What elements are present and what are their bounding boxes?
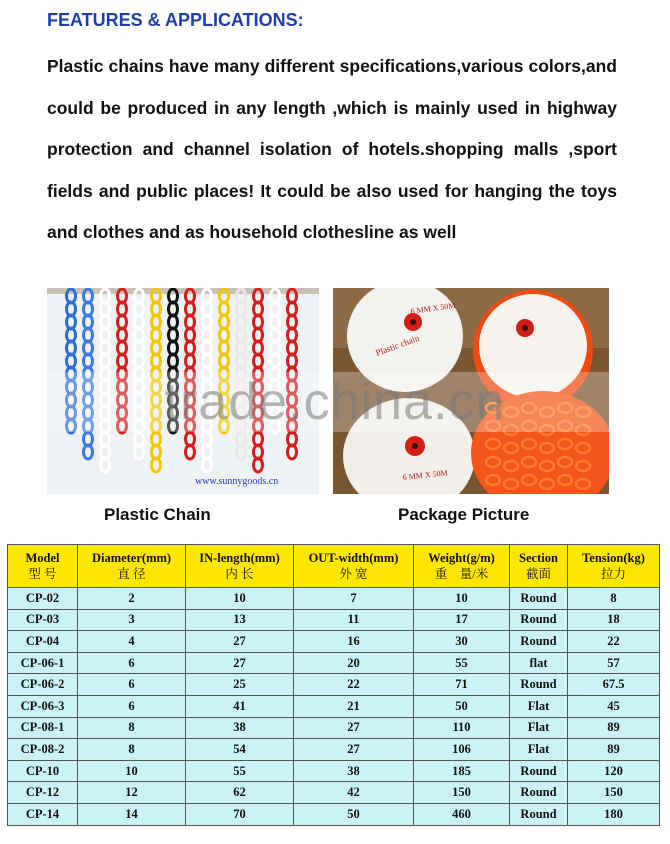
- table-cell: Round: [510, 674, 568, 696]
- table-cell: CP-12: [8, 782, 78, 804]
- header-label-en: Weight(g/m): [428, 551, 495, 565]
- specification-table: [7, 544, 660, 826]
- table-cell: 30: [414, 631, 510, 653]
- table-row: [8, 631, 660, 653]
- table-cell: 6: [78, 674, 186, 696]
- header-label-en: Section: [519, 551, 558, 565]
- table-cell: Flat: [510, 739, 568, 761]
- table-cell: flat: [510, 652, 568, 674]
- table-cell: 12: [78, 782, 186, 804]
- table-cell: 71: [414, 674, 510, 696]
- header-label-zh: 直 径: [117, 567, 146, 581]
- table-cell: 62: [186, 782, 294, 804]
- table-header-cell: [568, 545, 660, 588]
- table-header-cell: [510, 545, 568, 588]
- spool-label-b: Plastic chain: [374, 332, 421, 358]
- header-label-zh: 外 宽: [339, 567, 368, 581]
- table-cell: CP-06-2: [8, 674, 78, 696]
- header-label-zh: 内 长: [225, 567, 254, 581]
- table-cell: 4: [78, 631, 186, 653]
- table-cell: Flat: [510, 717, 568, 739]
- table-cell: Round: [510, 588, 568, 610]
- table-cell: 460: [414, 803, 510, 825]
- header-label-zh: 拉力: [600, 567, 626, 581]
- table-cell: 20: [294, 652, 414, 674]
- table-header-cell: [294, 545, 414, 588]
- table-cell: 16: [294, 631, 414, 653]
- table-row: [8, 717, 660, 739]
- table-cell: 89: [568, 739, 660, 761]
- watermark: trade.china.cn: [164, 373, 506, 431]
- table-row: [8, 674, 660, 696]
- header-label-en: Tension(kg): [582, 551, 645, 565]
- table-cell: 10: [186, 588, 294, 610]
- table-cell: CP-06-3: [8, 695, 78, 717]
- table-cell: 50: [414, 695, 510, 717]
- table-cell: 17: [414, 609, 510, 631]
- table-cell: 6: [78, 652, 186, 674]
- table-row: [8, 760, 660, 782]
- table-cell: 10: [78, 760, 186, 782]
- table-cell: 67.5: [568, 674, 660, 696]
- header-label-en: IN-length(mm): [199, 551, 280, 565]
- table-cell: 89: [568, 717, 660, 739]
- header-label-zh: 截面: [525, 567, 551, 581]
- table-cell: 7: [294, 588, 414, 610]
- table-cell: 180: [568, 803, 660, 825]
- table-cell: 41: [186, 695, 294, 717]
- table-cell: CP-02: [8, 588, 78, 610]
- table-cell: 70: [186, 803, 294, 825]
- table-row: [8, 695, 660, 717]
- table-cell: 45: [568, 695, 660, 717]
- table-row: [8, 652, 660, 674]
- table-cell: 8: [78, 717, 186, 739]
- description-paragraph: Plastic chains have many different specifications,various colors,and could be produced in any length ,which is mainly used in highway protection and channel isolation of hotels.shopping malls ,sport fields and public places! It could be also used for hanging the toys and clothes and as household clothesline as well: [47, 56, 617, 242]
- table-cell: Round: [510, 609, 568, 631]
- table-cell: 3: [78, 609, 186, 631]
- table-cell: 18: [568, 609, 660, 631]
- table-cell: 11: [294, 609, 414, 631]
- table-cell: 21: [294, 695, 414, 717]
- table-cell: Round: [510, 803, 568, 825]
- table-cell: 38: [294, 760, 414, 782]
- table-cell: 57: [568, 652, 660, 674]
- table-cell: 27: [186, 631, 294, 653]
- table-header-cell: [186, 545, 294, 588]
- table-cell: Round: [510, 631, 568, 653]
- table-cell: 120: [568, 760, 660, 782]
- table-cell: 13: [186, 609, 294, 631]
- table-cell: CP-06-1: [8, 652, 78, 674]
- table-header-cell: [414, 545, 510, 588]
- table-row: [8, 803, 660, 825]
- plastic-chain-caption: Plastic Chain: [104, 505, 211, 524]
- table-cell: 8: [78, 739, 186, 761]
- table-cell: CP-04: [8, 631, 78, 653]
- table-cell: 110: [414, 717, 510, 739]
- table-cell: 55: [186, 760, 294, 782]
- table-header-cell: [78, 545, 186, 588]
- spool-label-c: 6 MM X 50M: [402, 468, 449, 482]
- header-label-zh: 型 号: [28, 567, 57, 581]
- table-cell: Round: [510, 760, 568, 782]
- header-label-zh: 重 量/米: [434, 567, 489, 581]
- table-row: [8, 782, 660, 804]
- image-credit: www.sunnygoods.cn: [195, 476, 279, 487]
- header-label-en: OUT-width(mm): [308, 551, 399, 565]
- table-cell: CP-03: [8, 609, 78, 631]
- table-cell: Round: [510, 782, 568, 804]
- header-label-en: Diameter(mm): [91, 551, 172, 565]
- table-cell: 50: [294, 803, 414, 825]
- features-heading: FEATURES & APPLICATIONS:: [47, 10, 304, 30]
- table-cell: 106: [414, 739, 510, 761]
- table-cell: 150: [568, 782, 660, 804]
- package-picture-caption: Package Picture: [398, 505, 530, 524]
- table-cell: 150: [414, 782, 510, 804]
- table-cell: 27: [186, 652, 294, 674]
- table-cell: 185: [414, 760, 510, 782]
- table-row: [8, 739, 660, 761]
- table-cell: 27: [294, 717, 414, 739]
- table-cell: Flat: [510, 695, 568, 717]
- table-header-cell: [8, 545, 78, 588]
- table-cell: 8: [568, 588, 660, 610]
- table-cell: 42: [294, 782, 414, 804]
- table-cell: 22: [568, 631, 660, 653]
- table-cell: 25: [186, 674, 294, 696]
- table-cell: 10: [414, 588, 510, 610]
- table-cell: 38: [186, 717, 294, 739]
- table-row: [8, 588, 660, 610]
- table-cell: 54: [186, 739, 294, 761]
- header-label-en: Model: [25, 551, 60, 565]
- spool-label-a: 6 MM X 50M: [410, 300, 456, 316]
- table-cell: 22: [294, 674, 414, 696]
- table-cell: 55: [414, 652, 510, 674]
- table-cell: 6: [78, 695, 186, 717]
- table-cell: CP-08-1: [8, 717, 78, 739]
- table-cell: CP-14: [8, 803, 78, 825]
- table-cell: CP-10: [8, 760, 78, 782]
- table-cell: 2: [78, 588, 186, 610]
- table-cell: 27: [294, 739, 414, 761]
- table-cell: CP-08-2: [8, 739, 78, 761]
- table-cell: 14: [78, 803, 186, 825]
- table-row: [8, 609, 660, 631]
